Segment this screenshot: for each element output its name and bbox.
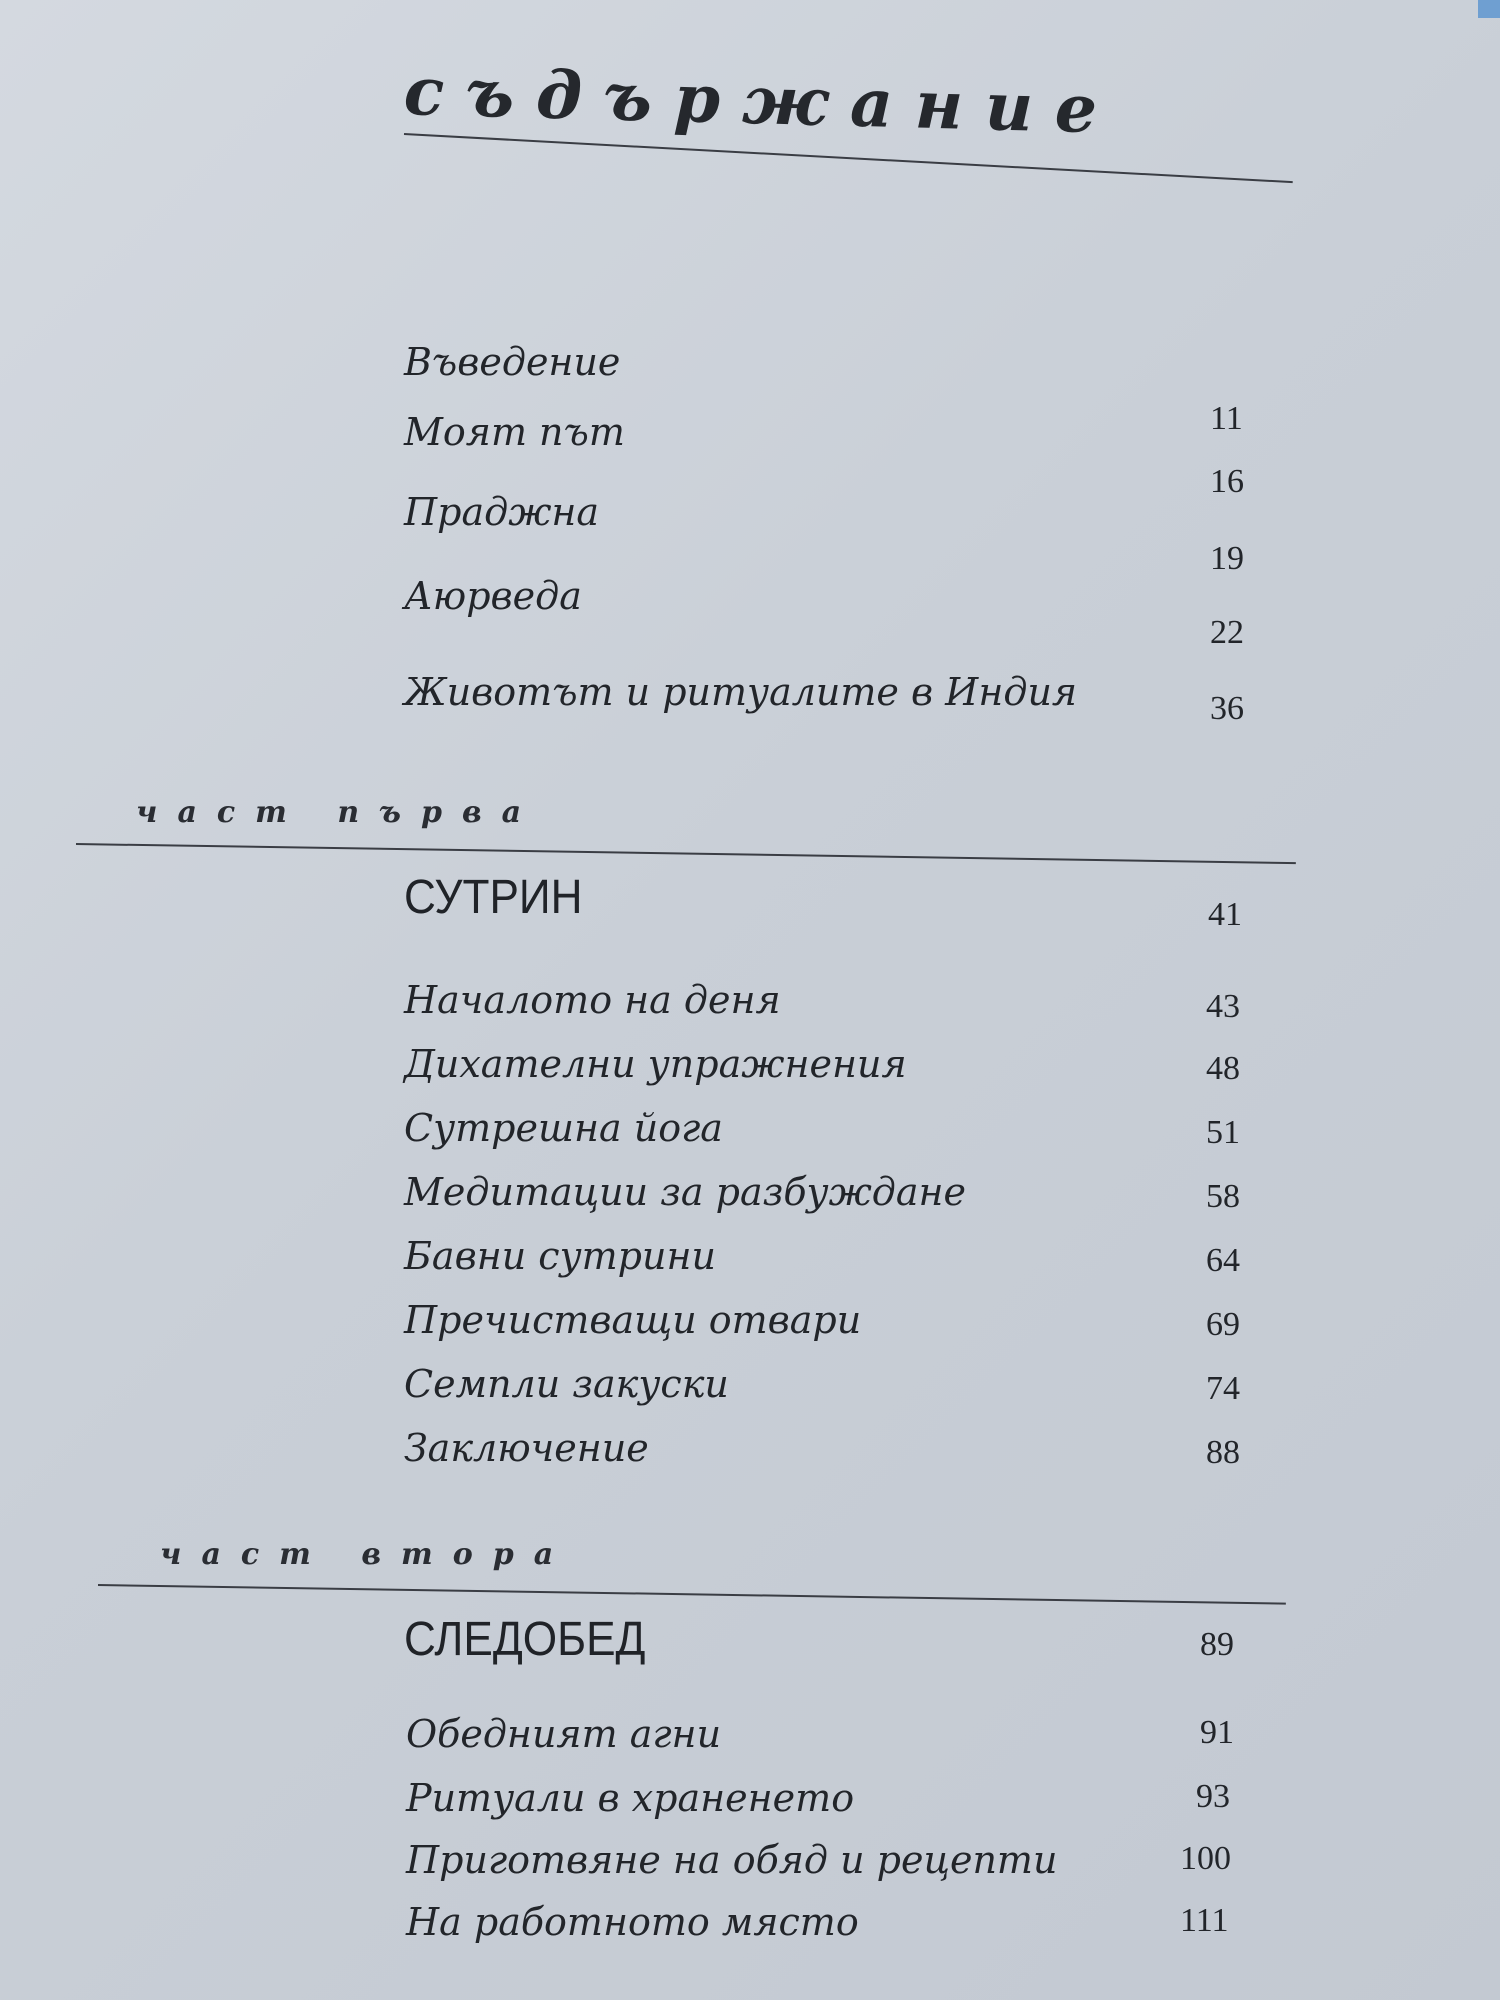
toc-entry: Ритуали в храненето bbox=[406, 1776, 855, 1820]
section-title-afternoon: СЛЕДОБЕД bbox=[404, 1613, 646, 1666]
page-title: съдържание bbox=[402, 52, 1121, 149]
toc-entry-page: 111 bbox=[1180, 1902, 1229, 1939]
toc-entry-life-rituals-page: 36 bbox=[1210, 690, 1244, 727]
toc-entry-page: 69 bbox=[1206, 1306, 1240, 1343]
toc-entry-my-path-page: 11 bbox=[1210, 400, 1243, 437]
toc-entry-page: 88 bbox=[1206, 1434, 1240, 1471]
toc-entry: На работното място bbox=[406, 1900, 859, 1944]
toc-entry-page: 100 bbox=[1180, 1840, 1231, 1877]
toc-entry-ayurveda-page: 19 bbox=[1210, 540, 1244, 577]
part-two-header: част втора bbox=[160, 1537, 574, 1572]
toc-entry-page: 48 bbox=[1206, 1050, 1240, 1087]
toc-entry-page: 93 bbox=[1196, 1778, 1230, 1815]
toc-entry: Приготвяне на обяд и рецепти bbox=[406, 1838, 1058, 1882]
toc-entry-prajna: Праджна bbox=[404, 490, 600, 534]
page-edge bbox=[1478, 0, 1500, 18]
section-morning-page: 41 bbox=[1208, 896, 1242, 933]
toc-entry: Заключение bbox=[404, 1426, 649, 1470]
toc-entry: Бавни сутрини bbox=[404, 1234, 716, 1278]
toc-entry: Дихателни упражнения bbox=[404, 1042, 907, 1086]
toc-entry-my-path: Моят път bbox=[404, 410, 625, 454]
toc-entry-page: 64 bbox=[1206, 1242, 1240, 1279]
toc-entry: Сутрешна йога bbox=[404, 1106, 723, 1150]
section-title-morning: СУТРИН bbox=[404, 871, 583, 924]
toc-entry: Медитации за разбуждане bbox=[404, 1170, 967, 1214]
toc-entry-page: 74 bbox=[1206, 1370, 1240, 1407]
toc-entry: Обедният агни bbox=[406, 1712, 722, 1756]
toc-entry-page-22: 22 bbox=[1210, 614, 1244, 651]
toc-entry: Пречистващи отвари bbox=[404, 1298, 862, 1342]
part-one-header: част първа bbox=[136, 795, 542, 830]
part-one-rule bbox=[76, 843, 1296, 864]
toc-entry-ayurveda: Аюрведа bbox=[404, 574, 582, 618]
toc-entry: Началото на деня bbox=[404, 978, 781, 1022]
part-two-rule bbox=[98, 1584, 1286, 1605]
toc-entry-page: 91 bbox=[1200, 1714, 1234, 1751]
toc-entry-introduction: Въведение bbox=[404, 340, 621, 384]
toc-entry-prajna-page: 16 bbox=[1210, 463, 1244, 500]
toc-entry-life-rituals: Животът и ритуалите в Индия bbox=[404, 670, 1078, 714]
toc-entry: Семпли закуски bbox=[404, 1362, 729, 1406]
toc-entry-page: 43 bbox=[1206, 988, 1240, 1025]
toc-entry-page: 58 bbox=[1206, 1178, 1240, 1215]
section-afternoon-page: 89 bbox=[1200, 1626, 1234, 1663]
toc-entry-page: 51 bbox=[1206, 1114, 1240, 1151]
